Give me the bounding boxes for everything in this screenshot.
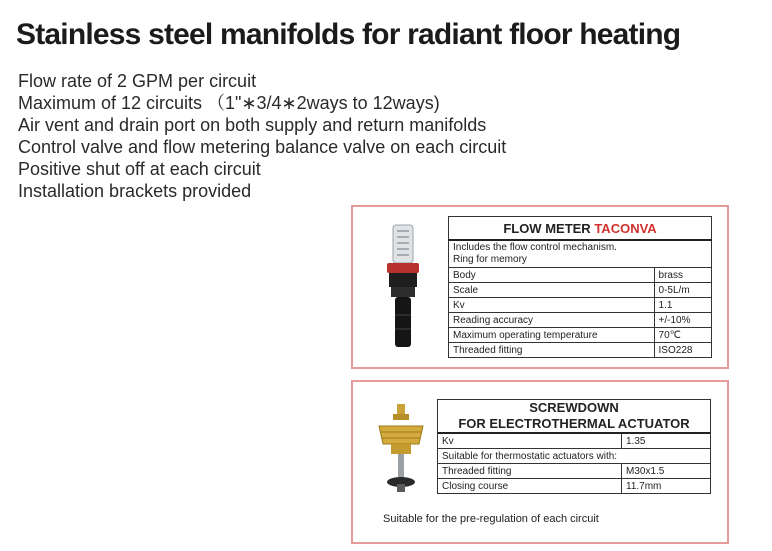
flow-meter-heading	[449, 217, 712, 241]
screwdown-table	[437, 399, 711, 494]
spec-value: brass	[654, 268, 711, 283]
feature-item: Installation brackets provided	[18, 181, 252, 201]
screwdown-caption: Suitable for the pre-regulation of each circuit	[383, 513, 599, 525]
feature-item: Air vent and drain port on both supply and return manifolds	[18, 115, 487, 135]
feature-list	[18, 70, 506, 202]
spec-value: M30x1.5	[622, 464, 711, 479]
spec-value: 70℃	[654, 328, 711, 343]
spec-value: 11.7mm	[622, 479, 711, 494]
table-row	[449, 283, 712, 298]
spec-value: +/-10%	[654, 313, 711, 328]
table-row	[449, 313, 712, 328]
spec-value: ISO228	[654, 343, 711, 358]
page-title: Stainless steel manifolds for radiant floor heating	[16, 18, 681, 51]
table-row	[449, 328, 712, 343]
feature-item: Positive shut off at each circuit	[18, 159, 261, 179]
table-row	[449, 343, 712, 358]
table-row	[449, 298, 712, 313]
screwdown-heading	[438, 400, 711, 434]
screwdown-heading-line: FOR ELECTROTHERMAL ACTUATOR	[458, 416, 690, 431]
flow-meter-note	[449, 240, 712, 268]
flow-meter-panel	[351, 205, 729, 369]
table-row	[438, 449, 711, 464]
feature-item: Maximum of 12 circuits （1"∗3/4∗2ways to 12ways)	[18, 93, 440, 113]
spec-value: 0-5L/m	[654, 283, 711, 298]
spec-label: Closing course	[438, 479, 622, 494]
feature-item: Flow rate of 2 GPM per circuit	[18, 71, 257, 91]
spec-label: Kv	[449, 298, 655, 313]
table-row	[438, 479, 711, 494]
note-line: Includes the flow control mechanism.	[453, 242, 617, 253]
screwdown-heading-line: SCREWDOWN	[529, 400, 619, 415]
spec-value: 1.1	[654, 298, 711, 313]
suitable-note: Suitable for thermostatic actuators with:	[438, 449, 711, 464]
table-row	[438, 464, 711, 479]
spec-label: Body	[449, 268, 655, 283]
spec-label: Threaded fitting	[438, 464, 622, 479]
spec-value: 1.35	[622, 433, 711, 449]
flow-meter-table	[448, 216, 712, 358]
brand-name: TACONVA	[594, 220, 657, 236]
flow-meter-image	[383, 223, 423, 351]
flow-meter-heading-text: FLOW METER	[503, 220, 591, 236]
spec-label: Scale	[449, 283, 655, 298]
table-row	[449, 268, 712, 283]
spec-label: Maximum operating temperature	[449, 328, 655, 343]
table-row	[438, 433, 711, 449]
note-line: Ring for memory	[453, 254, 527, 265]
spec-label: Reading accuracy	[449, 313, 655, 328]
valve-image	[373, 404, 429, 494]
screwdown-panel	[351, 380, 729, 544]
feature-item: Control valve and flow metering balance valve on each circuit	[18, 137, 507, 157]
spec-label: Kv	[438, 433, 622, 449]
spec-label: Threaded fitting	[449, 343, 655, 358]
